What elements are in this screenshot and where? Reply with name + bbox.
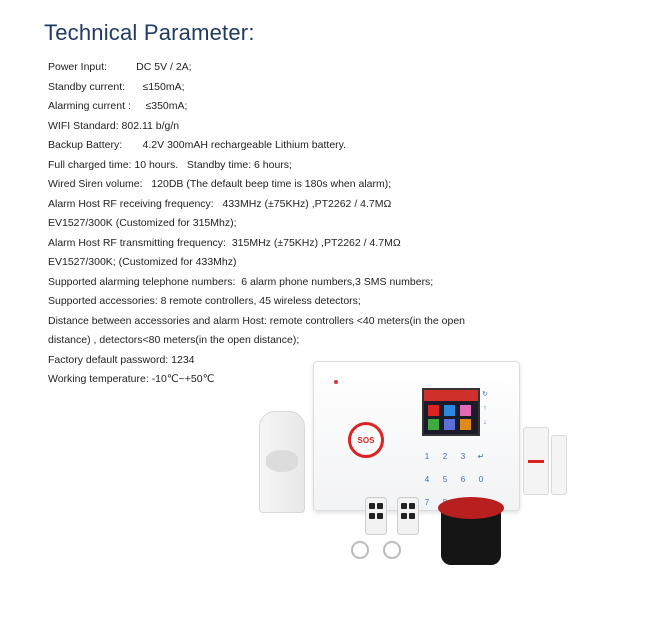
- pir-lens: [266, 450, 298, 472]
- parameter-row: [48, 78, 518, 98]
- parameter-label: Alarming current :: [48, 100, 131, 112]
- parameter-value: 433MHz (±75KHz) ,PT2262 / 4.7MΩ: [222, 197, 392, 210]
- parameter-value: 1234: [171, 353, 195, 366]
- parameter-label: Distance between accessories and alarm Host:: [48, 314, 267, 327]
- parameter-label: Wired Siren volume:: [48, 178, 143, 190]
- parameter-label: Standby current:: [48, 80, 126, 93]
- parameter-row: [48, 175, 518, 195]
- parameter-row: [48, 136, 518, 156]
- parameter-row: [48, 273, 518, 293]
- parameter-label: Alarm Host RF transmitting frequency:: [48, 236, 226, 249]
- parameter-row: [48, 253, 518, 273]
- product-illustration: [255, 355, 575, 580]
- parameter-label: Working temperature:: [48, 373, 149, 385]
- arrow-up-icon: ↑: [483, 405, 487, 412]
- parameter-value: 10 hours. Standby time: 6 hours;: [134, 158, 292, 171]
- keypad-key: 7: [424, 498, 430, 507]
- parameter-value: 8 remote controllers, 45 wireless detectors;: [160, 295, 361, 307]
- parameter-row: [48, 58, 518, 78]
- parameter-row: [48, 312, 518, 332]
- door-magnet: [551, 435, 567, 495]
- status-led: [334, 380, 338, 384]
- keyring: [351, 541, 369, 559]
- refresh-icon: ↻: [482, 391, 488, 398]
- keypad-key: 3: [460, 452, 466, 461]
- keypad-key: ↵: [477, 452, 485, 461]
- keypad-key: 2: [442, 452, 448, 461]
- siren-speaker: [438, 497, 504, 519]
- panel-side-icons: [480, 388, 490, 430]
- door-sensor-icon: [523, 427, 549, 495]
- parameter-value: ≤150mA;: [142, 80, 185, 93]
- parameter-label: EV1527/300K; (Customized for 433Mhz): [48, 256, 237, 268]
- parameter-gap: [143, 178, 152, 190]
- page-title: Technical Parameter:: [44, 20, 255, 45]
- parameter-value: 120DB (The default beep time is 180s when alarm);: [151, 178, 392, 190]
- parameter-label: Supported accessories:: [48, 295, 158, 307]
- keyring: [383, 541, 401, 559]
- parameter-label: distance) , detectors<80 meters(in the open distance);: [48, 334, 300, 346]
- parameter-value: remote controllers <40 meters(in the open: [269, 314, 466, 327]
- parameter-label: Alarm Host RF receiving frequency:: [48, 197, 214, 210]
- parameter-gap: [214, 198, 223, 210]
- parameter-list: [48, 58, 518, 390]
- parameter-row: [48, 97, 518, 117]
- sos-button: SOS: [348, 422, 384, 458]
- parameter-value: ≤350mA;: [145, 100, 188, 112]
- parameter-label: Power Input:: [48, 61, 107, 73]
- pir-sensor-icon: [259, 411, 305, 513]
- parameter-label: Supported alarming telephone numbers:: [48, 275, 236, 288]
- parameter-row: [48, 195, 518, 215]
- parameter-value: 315MHz (±75KHz) ,PT2262 / 4.7MΩ: [231, 236, 401, 249]
- panel-screen: [422, 388, 480, 436]
- parameter-value: DC 5V / 2A;: [136, 61, 192, 73]
- parameter-label: EV1527/300K (Customized for 315Mhz);: [48, 217, 237, 229]
- parameter-row: [48, 156, 518, 176]
- parameter-row: [48, 234, 518, 254]
- parameter-value: -10℃~+50℃: [151, 373, 215, 385]
- parameter-row: [48, 214, 518, 234]
- remote-control-icon: [365, 497, 387, 535]
- parameter-value: 802.11 b/g/n: [121, 119, 180, 132]
- parameter-label: Backup Battery:: [48, 139, 123, 151]
- parameter-gap: [131, 100, 146, 112]
- arrow-down-icon: ↓: [483, 419, 487, 426]
- parameter-value: 6 alarm phone numbers,3 SMS numbers;: [241, 275, 434, 288]
- parameter-value: 4.2V 300mAH rechargeable Lithium battery.: [142, 139, 347, 151]
- keypad-key: 0: [478, 475, 484, 484]
- keypad-key: 5: [442, 475, 448, 484]
- parameter-label: WIFI Standard:: [48, 119, 119, 132]
- keypad-key: 1: [424, 452, 430, 461]
- parameter-label: Full charged time:: [48, 158, 132, 171]
- keypad-key: 4: [424, 475, 430, 484]
- parameter-row: [48, 331, 518, 351]
- parameter-label: Factory default password:: [48, 353, 169, 366]
- remote-control-icon: [397, 497, 419, 535]
- parameter-gap: [125, 81, 143, 93]
- parameter-row: [48, 117, 518, 137]
- parameter-gap: [107, 61, 136, 73]
- parameter-row: [48, 292, 518, 312]
- alarm-panel-icon: [313, 361, 520, 511]
- keypad-key: 6: [460, 475, 466, 484]
- parameter-gap: [122, 139, 142, 151]
